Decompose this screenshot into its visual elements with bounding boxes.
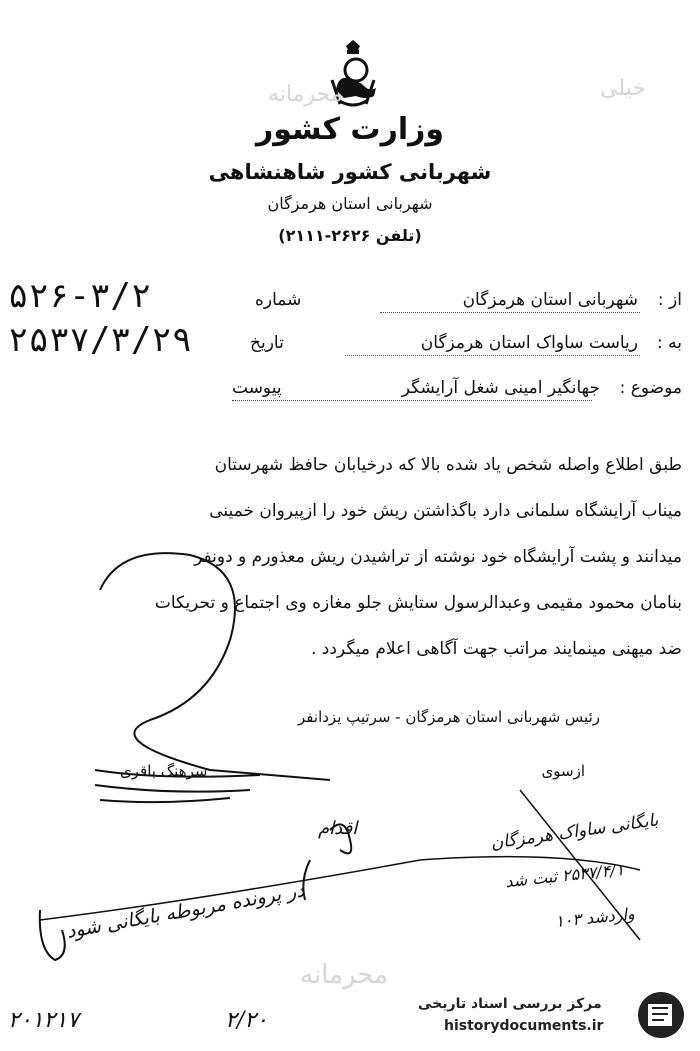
number-label: شماره xyxy=(255,290,302,310)
faint-stamp-text-bottom: محرمانه xyxy=(300,960,389,990)
watermark-text-url: historydocuments.ir xyxy=(444,1018,604,1034)
body-line-4: بنامان محمود مقیمی وعبدالرسول ستایش جلو مغازه وی اجتماع و تحریکات xyxy=(154,593,682,613)
handwritten-bottom-mid: ۲/۲۰ xyxy=(225,1008,268,1033)
from-label: از : xyxy=(657,290,682,310)
number-value: ۵۲۶-۳/۲ xyxy=(8,276,152,316)
handwritten-note-right-3: واردشد ۱۰۳ xyxy=(554,903,636,932)
handwritten-note-right-1: بایگانی ساواک هرمزگان xyxy=(489,810,660,854)
body-line-2: میناب آرایشگاه سلمانی دارد باگذاشتن ریش خود را ازپیروان خمینی xyxy=(209,501,682,521)
faint-stamp-text-1: خیلی xyxy=(600,76,646,101)
signer-name: سرهنگ باقری xyxy=(120,762,208,780)
body-line-5: ضد میهنی مینمایند مراتب جهت آگاهی اعلام میگردد . xyxy=(310,639,682,659)
imperial-police-title: شهربانی کشور شاهنشاهی xyxy=(208,160,492,184)
handwritten-bottom-number: ۲۰۱۲۱۷ xyxy=(8,1008,79,1033)
to-value: ریاست ساواک استان هرمزگان xyxy=(420,333,638,353)
on-behalf-label: ازسوی xyxy=(541,762,585,780)
provincial-police-title: شهربانی استان هرمزگان xyxy=(267,194,433,213)
handwritten-note-left-1: در پرونده مربوطه بایگانی شود xyxy=(64,879,307,943)
date-value: ۲۵۳۷/۳/۲۹ xyxy=(8,320,193,360)
subject-value: جهانگیر امینی شغل آرایشگر xyxy=(401,378,600,398)
handwritten-note-center: اقدام xyxy=(318,818,358,839)
watermark-text-persian: مرکز بررسی اسناد تاریخی xyxy=(418,996,602,1012)
phone-number: (تلفن ۲۶۲۶-۲۱۱۱) xyxy=(278,226,422,245)
body-line-3: میدانند و پشت آرایشگاه خود نوشته از تراشیدن ریش معذورم و دونفر xyxy=(194,547,682,567)
faint-stamp-text-2: محرمانه xyxy=(268,82,343,107)
date-label: تاریخ xyxy=(250,333,284,353)
watermark-logo-icon xyxy=(632,990,690,1040)
handwritten-note-right-2: ۲۵۳۷/۴/۱ ثبت شد xyxy=(504,859,625,892)
subject-label: موضوع : xyxy=(619,378,682,398)
body-line-1: طبق اطلاع واصله شخص یاد شده بالا که درخیابان حافظ شهرستان xyxy=(214,455,682,475)
ministry-title: وزارت کشور xyxy=(255,112,445,147)
to-label: به : xyxy=(657,333,682,353)
signatory-title: رئیس شهربانی استان هرمزگان - سرتیپ یزدانفر xyxy=(298,708,600,726)
from-value: شهربانی استان هرمزگان xyxy=(462,290,638,310)
attachment-label: پیوست xyxy=(232,378,282,398)
